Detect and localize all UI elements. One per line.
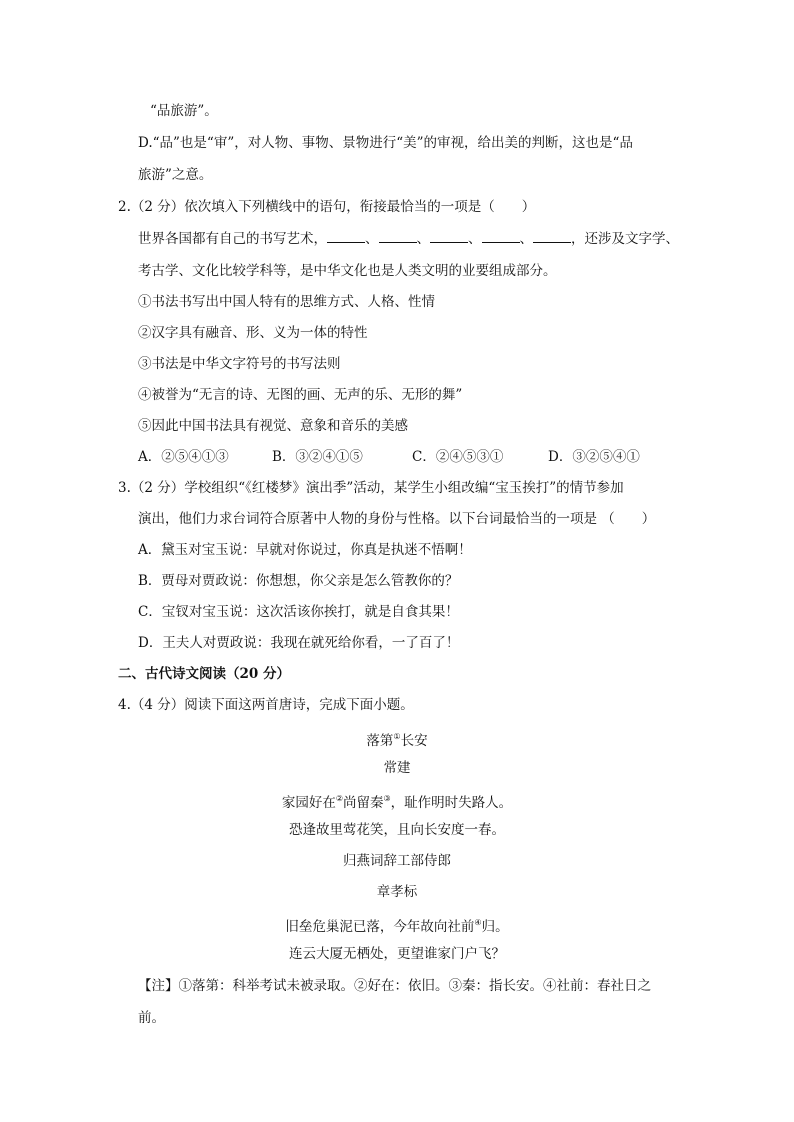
poem-text: 家园好在 <box>281 795 336 811</box>
notes-line2: 前。 <box>138 1010 165 1026</box>
poem-text: 旧垒危巢泥已落，今年故向社前 <box>285 919 475 935</box>
q2-item-5: ⑤因此中国书法具有视觉、意象和音乐的美感 <box>138 418 408 434</box>
poem2-line1 <box>0 913 794 937</box>
poem1-line1 <box>0 789 794 813</box>
poem2-line2: 连云大厦无栖处，更望谁家门户飞？ <box>289 946 505 962</box>
q2-stem: 2.（2 分）依次填入下列横线中的语句，衔接最恰当的一项是（ ） <box>118 199 536 215</box>
separator: 、 <box>365 231 379 247</box>
poem1-line2: 恐逢故里莺花笑，且向长安度一春。 <box>289 822 505 838</box>
blank-4 <box>482 229 520 243</box>
poem2-author: 章孝标 <box>376 884 418 900</box>
q3-option-b: B．贾母对贾政说：你想想，你父亲是怎么管教你的？ <box>138 573 459 589</box>
poem2-title: 归燕词辞工部侍郎 <box>343 853 451 869</box>
blank-5 <box>533 229 571 243</box>
q2-passage-end: ，还涉及文字学、 <box>571 231 679 247</box>
q2-option-d: D．③②⑤④① <box>548 449 640 465</box>
poem1-author: 常建 <box>383 760 411 776</box>
note-marker: ④ <box>474 918 482 927</box>
separator: 、 <box>468 231 482 247</box>
poem1-title-text: 长安 <box>400 733 428 749</box>
note-marker: ② <box>335 794 343 803</box>
blank-3 <box>430 229 468 243</box>
q2-item-4: ④被誉为“无言的诗、无图的画、无声的乐、无形的舞” <box>138 387 463 403</box>
separator: 、 <box>416 231 430 247</box>
q2-item-2: ②汉字具有融音、形、义为一体的特性 <box>138 325 368 341</box>
note-marker: ① <box>393 732 401 741</box>
poem1-title <box>0 727 794 751</box>
q2-passage-line2: 考古学、文化比较学科等，是中华文化也是人类文明的业要组成部分。 <box>138 263 557 279</box>
q3-stem-line2: 演出，他们力求台词符合原著中人物的身份与性格。以下台词最恰当的一项是 （ ） <box>138 511 656 527</box>
poem-text: 归。 <box>481 919 509 935</box>
section-heading: 二、古代诗文阅读（20 分） <box>118 666 290 682</box>
q2-option-c: C．②④⑤③① <box>412 449 504 465</box>
q1-option-d-line2: 旅游”之意。 <box>138 167 213 183</box>
poem1-title-text: 落第 <box>366 733 394 749</box>
blank-1 <box>327 229 365 243</box>
q3-option-d: D．王夫人对贾政说：我现在就死给你看，一了百了！ <box>138 635 460 651</box>
q3-option-a: A．黛玉对宝玉说：早就对你说过，你真是执迷不悟啊！ <box>138 542 472 558</box>
q2-item-3: ③书法是中华文字符号的书写法则 <box>138 356 341 372</box>
q2-item-1: ①书法书写出中国人特有的思维方式、人格、性情 <box>138 294 435 310</box>
q2-passage-start: 世界各国都有自己的书写艺术， <box>138 231 327 247</box>
poem-text: 尚留秦 <box>343 795 384 811</box>
separator: 、 <box>519 231 533 247</box>
q3-stem-line1: 3.（2 分）学校组织“《红楼梦》演出季”活动，某学生小组改编“宝玉挨打”的情节参加 <box>118 480 624 496</box>
note-marker: ③ <box>383 794 391 803</box>
q1-option-d-line1: D.“品”也是“审”，对人物、事物、景物进行“美”的审视，给出美的判断，这也是“品 <box>138 135 633 151</box>
q2-option-a: A．②⑤④①③ <box>138 449 229 465</box>
q4-stem: 4.（4 分）阅读下面这两首唐诗，完成下面小题。 <box>118 697 414 713</box>
blank-2 <box>379 229 417 243</box>
q1-line-continuation: “品旅游”。 <box>150 103 218 119</box>
q2-option-b: B．③②④①⑤ <box>272 449 363 465</box>
q2-passage-line1 <box>138 229 679 249</box>
notes-line1: 【注】①落第：科举考试未被录取。②好在：依旧。③秦：指长安。④社前：春社日之 <box>138 978 651 994</box>
q3-option-c: C．宝钗对宝玉说：这次活该你挨打，就是自食其果！ <box>138 604 459 620</box>
poem-text: ，耻作明时失路人。 <box>390 795 513 811</box>
